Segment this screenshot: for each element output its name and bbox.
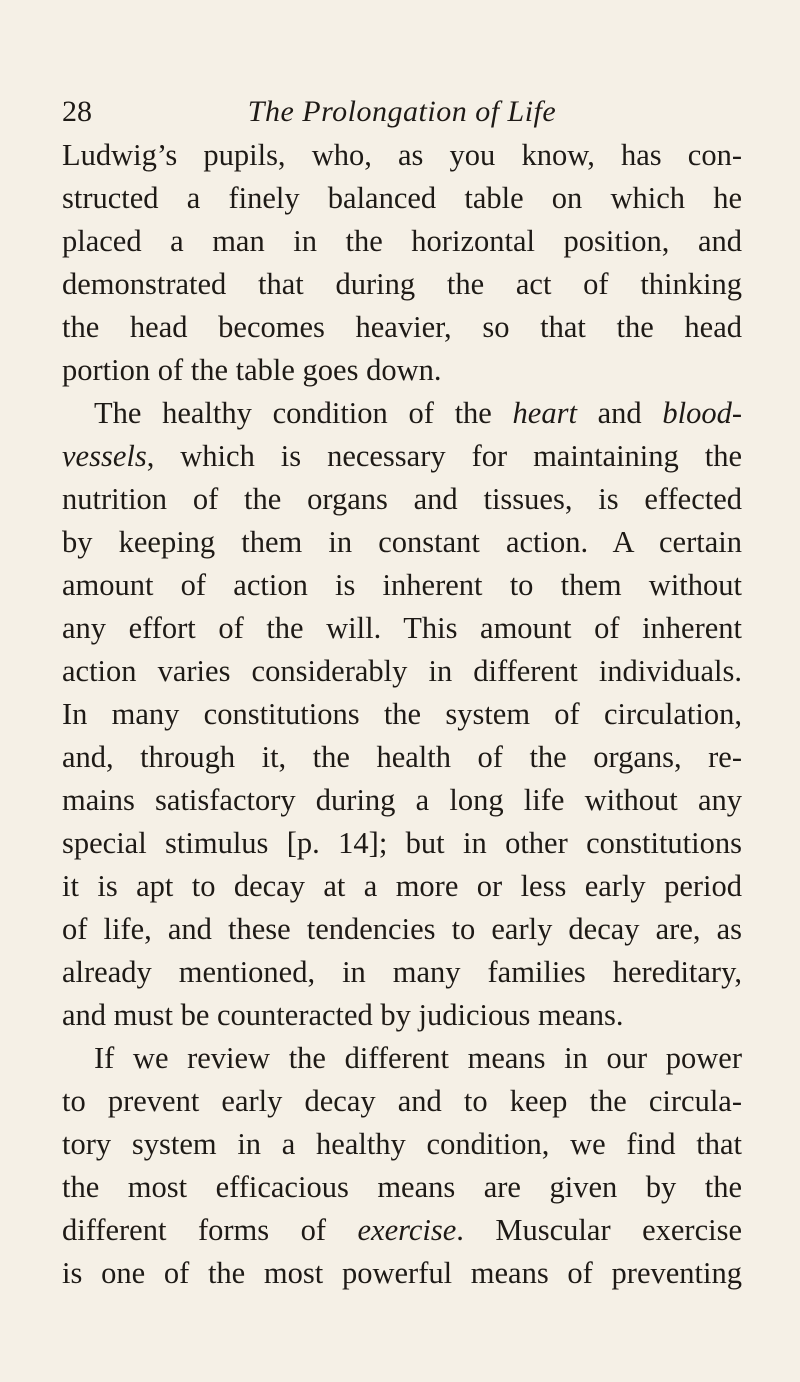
text-line: mains satisfactory during a long life without any bbox=[62, 783, 742, 817]
text-line: In many constitutions the system of circulation, bbox=[62, 697, 742, 731]
text-line: by keeping them in constant action. A certain bbox=[62, 525, 742, 559]
emphasis-heart: heart bbox=[512, 396, 577, 430]
text-line: is one of the most powerful means of preventing bbox=[62, 1256, 742, 1290]
text-line: and, through it, the health of the organs, re- bbox=[62, 740, 742, 774]
text-line: tory system in a healthy condition, we find that bbox=[62, 1127, 742, 1161]
text-line bbox=[62, 435, 742, 478]
text-line: the head becomes heavier, so that the head bbox=[62, 310, 742, 344]
emphasis-blood: blood- bbox=[662, 396, 742, 430]
text-line: special stimulus [p. 14]; but in other constitutions bbox=[62, 826, 742, 860]
text-segment: . Muscular exercise bbox=[456, 1213, 742, 1247]
text-line bbox=[62, 392, 742, 435]
text-line bbox=[62, 1209, 742, 1252]
text-segment: different forms of bbox=[62, 1213, 358, 1247]
text-line: of life, and these tendencies to early decay are, as bbox=[62, 912, 742, 946]
text-line: any effort of the will. This amount of inherent bbox=[62, 611, 742, 645]
text-line: to prevent early decay and to keep the circula- bbox=[62, 1084, 742, 1118]
running-head bbox=[62, 92, 742, 132]
text-line: it is apt to decay at a more or less early period bbox=[62, 869, 742, 903]
text-line: structed a finely balanced table on which he bbox=[62, 181, 742, 215]
text-line: and must be counteracted by judicious means. bbox=[62, 998, 624, 1032]
text-line: already mentioned, in many families hereditary, bbox=[62, 955, 742, 989]
text-segment: The healthy condition of the bbox=[94, 396, 513, 430]
body-text bbox=[62, 134, 742, 1295]
text-line: action varies considerably in different individuals. bbox=[62, 654, 742, 688]
text-line: placed a man in the horizontal position, and bbox=[62, 224, 742, 258]
running-title: The Prolongation of Life bbox=[247, 95, 557, 128]
emphasis-exercise: exercise bbox=[357, 1213, 457, 1247]
page-number: 28 bbox=[62, 95, 92, 128]
text-line: portion of the table goes down. bbox=[62, 353, 442, 387]
text-segment: and bbox=[576, 396, 663, 430]
text-line: amount of action is inherent to them without bbox=[62, 568, 742, 602]
text-line: If we review the different means in our power bbox=[94, 1041, 742, 1075]
text-line: the most efficacious means are given by the bbox=[62, 1170, 742, 1204]
text-line: Ludwig’s pupils, who, as you know, has con- bbox=[62, 138, 742, 172]
text-line: demonstrated that during the act of thinking bbox=[62, 267, 742, 301]
text-segment: , which is necessary for maintaining the bbox=[146, 439, 742, 473]
emphasis-vessels: vessels bbox=[62, 439, 147, 473]
text-line: nutrition of the organs and tissues, is effected bbox=[62, 482, 742, 516]
